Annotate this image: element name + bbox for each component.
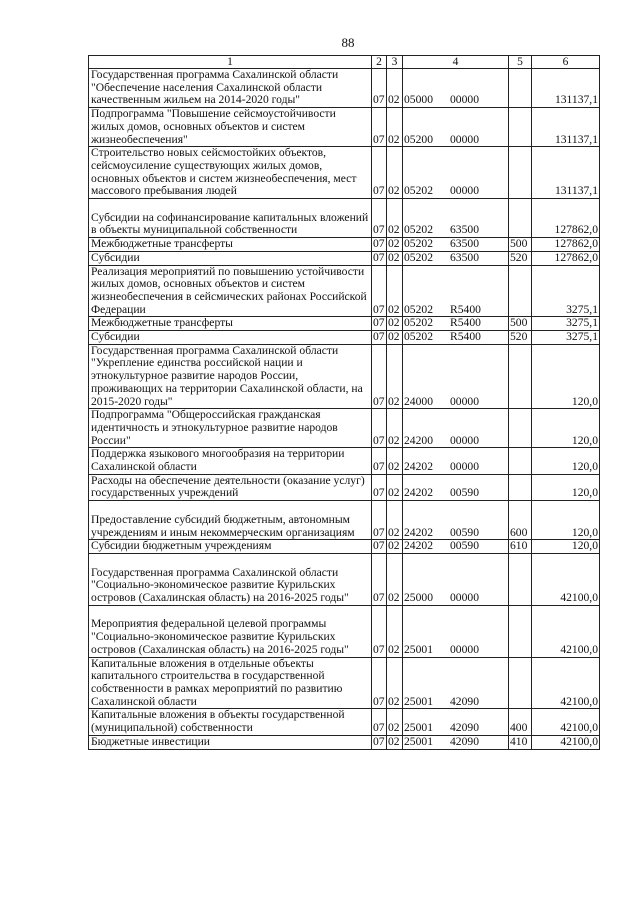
row-subsection-code: 02	[387, 251, 403, 265]
row-section-code: 07	[372, 409, 387, 448]
row-subsection-code: 02	[387, 238, 403, 252]
row-amount: 3275,1	[532, 317, 600, 331]
row-section-code: 07	[373, 250, 385, 264]
row-section-code: 07	[372, 709, 387, 735]
table-row	[89, 344, 600, 409]
row-expense-type	[509, 657, 532, 709]
table-row	[89, 501, 600, 540]
row-target-article	[403, 409, 509, 448]
table-row	[89, 553, 600, 605]
row-amount: 42100,0	[532, 735, 600, 749]
row-subsection-code: 02	[387, 108, 403, 147]
row-target-article	[403, 448, 509, 474]
row-name: Расходы на обеспечение деятельности (оказание услуг) государственных учреждений	[89, 474, 372, 500]
row-target-article	[403, 735, 509, 749]
row-amount: 127862,0	[532, 199, 600, 238]
row-name: Капитальные вложения в объекты государственной (муниципальной) собственности	[89, 709, 372, 735]
row-section-code: 07	[372, 265, 387, 317]
target-article-direction: R5400	[450, 316, 481, 330]
row-name: Субсидии	[89, 251, 372, 265]
target-article-direction: 63500	[450, 237, 479, 251]
row-expense-type	[509, 605, 532, 657]
row-subsection-code: 02	[387, 501, 403, 540]
row-section-code: 07	[373, 734, 385, 748]
row-expense-type	[509, 409, 532, 448]
row-name: Бюджетные инвестиции	[89, 735, 372, 749]
row-name: Государственная программа Сахалинской области "Укрепление единства российской нации и этнокультурное развитие народов России, проживающих на территории Сахалинской области, на 2015-2020 годы"	[89, 344, 372, 409]
row-name: Государственная программа Сахалинской области "Социально-экономическое развитие Курильских островов (Сахалинская область) на 2016-2025 годы"	[89, 553, 372, 605]
row-target-article	[403, 265, 509, 317]
row-section-code: 07	[373, 539, 385, 553]
row-name: Предоставление субсидий бюджетным, автономным учреждениям и иным некоммерческим организациям	[89, 501, 372, 540]
row-target-article	[403, 657, 509, 709]
row-subsection-code: 02	[387, 199, 403, 238]
target-article-program: 05202	[404, 330, 433, 344]
row-target-article	[403, 709, 509, 735]
row-expense-type	[509, 265, 532, 317]
table-row	[89, 238, 600, 252]
row-section-code: 07	[372, 605, 387, 657]
target-article-program: 25001	[404, 721, 433, 735]
table-row	[89, 709, 600, 735]
row-expense-type	[509, 108, 532, 147]
row-subsection-code: 02	[387, 709, 403, 735]
header-col-section: 2	[372, 56, 387, 69]
row-subsection-code: 02	[387, 605, 403, 657]
row-name: Подпрограмма "Повышение сейсмоустойчивости жилых домов, основных объектов и систем жизнеобеспечения"	[89, 108, 372, 147]
row-amount: 120,0	[532, 409, 600, 448]
row-name: Субсидии бюджетным учреждениям	[89, 540, 372, 554]
row-amount: 131137,1	[532, 147, 600, 199]
table-row	[89, 448, 600, 474]
row-section-code: 07	[372, 199, 387, 238]
row-expense-type: 520	[509, 251, 532, 265]
row-amount: 131137,1	[532, 69, 600, 108]
header-col-subsection: 3	[387, 56, 403, 69]
table-row	[89, 409, 600, 448]
table-row	[89, 108, 600, 147]
row-subsection-code: 02	[387, 735, 403, 749]
target-article-direction: 00000	[450, 433, 479, 447]
table-row	[89, 69, 600, 108]
table-row	[89, 605, 600, 657]
row-expense-type: 610	[509, 540, 532, 554]
row-target-article	[403, 501, 509, 540]
table-body	[89, 69, 600, 750]
row-target-article	[403, 605, 509, 657]
target-article-program: 24200	[404, 433, 433, 447]
target-article-direction: 42090	[450, 694, 479, 708]
row-subsection-code: 02	[387, 448, 403, 474]
row-expense-type	[509, 553, 532, 605]
row-amount: 120,0	[532, 540, 600, 554]
header-row	[89, 56, 600, 69]
target-article-direction: 42090	[450, 721, 479, 735]
row-target-article	[403, 540, 509, 554]
row-section-code: 07	[372, 474, 387, 500]
target-article-program: 25001	[404, 734, 433, 748]
target-article-program: 25001	[404, 694, 433, 708]
row-target-article	[403, 331, 509, 345]
target-article-program: 05202	[404, 316, 433, 330]
row-target-article	[403, 69, 509, 108]
row-subsection-code: 02	[387, 147, 403, 199]
table-row	[89, 657, 600, 709]
table-row	[89, 735, 600, 749]
row-amount: 42100,0	[532, 553, 600, 605]
page-number: 88	[341, 35, 355, 50]
row-amount: 3275,1	[532, 331, 600, 345]
target-article-direction: 00590	[450, 486, 479, 500]
target-article-program: 05202	[404, 223, 433, 237]
target-article-program: 05202	[404, 237, 433, 251]
target-article-direction: 00590	[450, 525, 479, 539]
row-subsection-code: 02	[387, 553, 403, 605]
row-target-article	[403, 199, 509, 238]
row-section-code: 07	[372, 553, 387, 605]
table-row	[89, 317, 600, 331]
target-article-program: 05202	[404, 250, 433, 264]
row-section-code: 07	[372, 657, 387, 709]
row-amount: 120,0	[532, 501, 600, 540]
row-section-code: 07	[373, 330, 385, 344]
table-header	[89, 56, 600, 69]
row-section-code: 07	[373, 316, 385, 330]
table-row	[89, 540, 600, 554]
target-article-program: 05200	[404, 132, 433, 146]
row-expense-type: 400	[509, 709, 532, 735]
row-expense-type	[509, 69, 532, 108]
target-article-program: 24202	[404, 460, 433, 474]
row-subsection-code: 02	[387, 344, 403, 409]
target-article-program: 05000	[404, 93, 433, 107]
table-row	[89, 331, 600, 345]
target-article-direction: 00000	[450, 460, 479, 474]
target-article-program: 24202	[404, 539, 433, 553]
row-target-article	[403, 238, 509, 252]
row-name: Строительство новых сейсмостойких объектов, сейсмоусиление существующих жилых домов, основных объектов и систем жизнеобеспечения, мест массового пребывания людей	[89, 147, 372, 199]
row-amount: 120,0	[532, 474, 600, 500]
row-name: Межбюджетные трансферты	[89, 238, 372, 252]
row-target-article	[403, 251, 509, 265]
table-row	[89, 199, 600, 238]
row-expense-type	[509, 474, 532, 500]
row-amount: 127862,0	[532, 251, 600, 265]
row-section-code: 07	[372, 448, 387, 474]
target-article-direction: 00590	[450, 539, 479, 553]
target-article-program: 25000	[404, 591, 433, 605]
target-article-direction: 00000	[450, 93, 479, 107]
row-expense-type	[509, 448, 532, 474]
row-expense-type: 500	[509, 317, 532, 331]
row-amount: 120,0	[532, 448, 600, 474]
row-subsection-code: 02	[387, 265, 403, 317]
row-expense-type	[509, 344, 532, 409]
header-col-expense-type: 5	[509, 56, 532, 69]
row-amount: 42100,0	[532, 657, 600, 709]
row-name: Капитальные вложения в отдельные объекты капитального строительства в государственной собственности в рамках мероприятий по развитию Сахалинской области	[89, 657, 372, 709]
row-target-article	[403, 474, 509, 500]
target-article-program: 25001	[404, 642, 433, 656]
row-expense-type	[509, 147, 532, 199]
row-name: Подпрограмма "Общероссийская гражданская идентичность и этнокультурное развитие народов России"	[89, 409, 372, 448]
row-target-article	[403, 553, 509, 605]
row-name: Реализация мероприятий по повышению устойчивости жилых домов, основных объектов и систем жизнеобеспечения в сейсмических районах Российской Федерации	[89, 265, 372, 317]
row-section-code: 07	[373, 237, 385, 251]
row-amount: 131137,1	[532, 108, 600, 147]
target-article-program: 24202	[404, 525, 433, 539]
row-section-code: 07	[372, 69, 387, 108]
table-row	[89, 474, 600, 500]
target-article-direction: 63500	[450, 223, 479, 237]
row-section-code: 07	[372, 108, 387, 147]
table-row	[89, 265, 600, 317]
target-article-direction: 00000	[450, 394, 479, 408]
target-article-direction: 00000	[450, 642, 479, 656]
row-expense-type: 520	[509, 331, 532, 345]
target-article-program: 24202	[404, 486, 433, 500]
row-target-article	[403, 344, 509, 409]
row-name: Государственная программа Сахалинской области "Обеспечение населения Сахалинской области качественным жильем на 2014-2020 годы"	[89, 69, 372, 108]
table-row	[89, 251, 600, 265]
budget-table	[88, 55, 600, 750]
row-amount: 120,0	[532, 344, 600, 409]
row-name: Субсидии	[89, 331, 372, 345]
target-article-program: 24000	[404, 394, 433, 408]
row-expense-type: 410	[509, 735, 532, 749]
row-name: Мероприятия федеральной целевой программы "Социально-экономическое развитие Курильских островов (Сахалинская область) на 2016-2025 годы"	[89, 605, 372, 657]
row-amount: 42100,0	[532, 709, 600, 735]
row-amount: 42100,0	[532, 605, 600, 657]
row-target-article	[403, 108, 509, 147]
row-name: Поддержка языкового многообразия на территории Сахалинской области	[89, 448, 372, 474]
target-article-direction: 00000	[450, 184, 479, 198]
target-article-direction: 00000	[450, 591, 479, 605]
row-subsection-code: 02	[387, 540, 403, 554]
row-subsection-code: 02	[387, 474, 403, 500]
row-subsection-code: 02	[387, 317, 403, 331]
row-expense-type: 600	[509, 501, 532, 540]
row-subsection-code: 02	[387, 69, 403, 108]
row-expense-type: 500	[509, 238, 532, 252]
target-article-direction: R5400	[450, 302, 481, 316]
row-section-code: 07	[372, 147, 387, 199]
row-target-article	[403, 147, 509, 199]
row-amount: 3275,1	[532, 265, 600, 317]
row-section-code: 07	[372, 344, 387, 409]
row-subsection-code: 02	[387, 331, 403, 345]
target-article-direction: 63500	[450, 250, 479, 264]
target-article-direction: 00000	[450, 132, 479, 146]
row-target-article	[403, 317, 509, 331]
row-subsection-code: 02	[387, 409, 403, 448]
target-article-direction: 42090	[450, 734, 479, 748]
header-col-amount: 6	[532, 56, 600, 69]
header-col-target-article: 4	[403, 56, 509, 69]
target-article-program: 05202	[404, 184, 433, 198]
row-name: Межбюджетные трансферты	[89, 317, 372, 331]
header-col-name: 1	[89, 56, 372, 69]
row-subsection-code: 02	[387, 657, 403, 709]
row-amount: 127862,0	[532, 238, 600, 252]
target-article-direction: R5400	[450, 330, 481, 344]
row-expense-type	[509, 199, 532, 238]
table-row	[89, 147, 600, 199]
row-name: Субсидии на софинансирование капитальных вложений в объекты муниципальной собственности	[89, 199, 372, 238]
target-article-program: 05202	[404, 302, 433, 316]
row-section-code: 07	[372, 501, 387, 540]
